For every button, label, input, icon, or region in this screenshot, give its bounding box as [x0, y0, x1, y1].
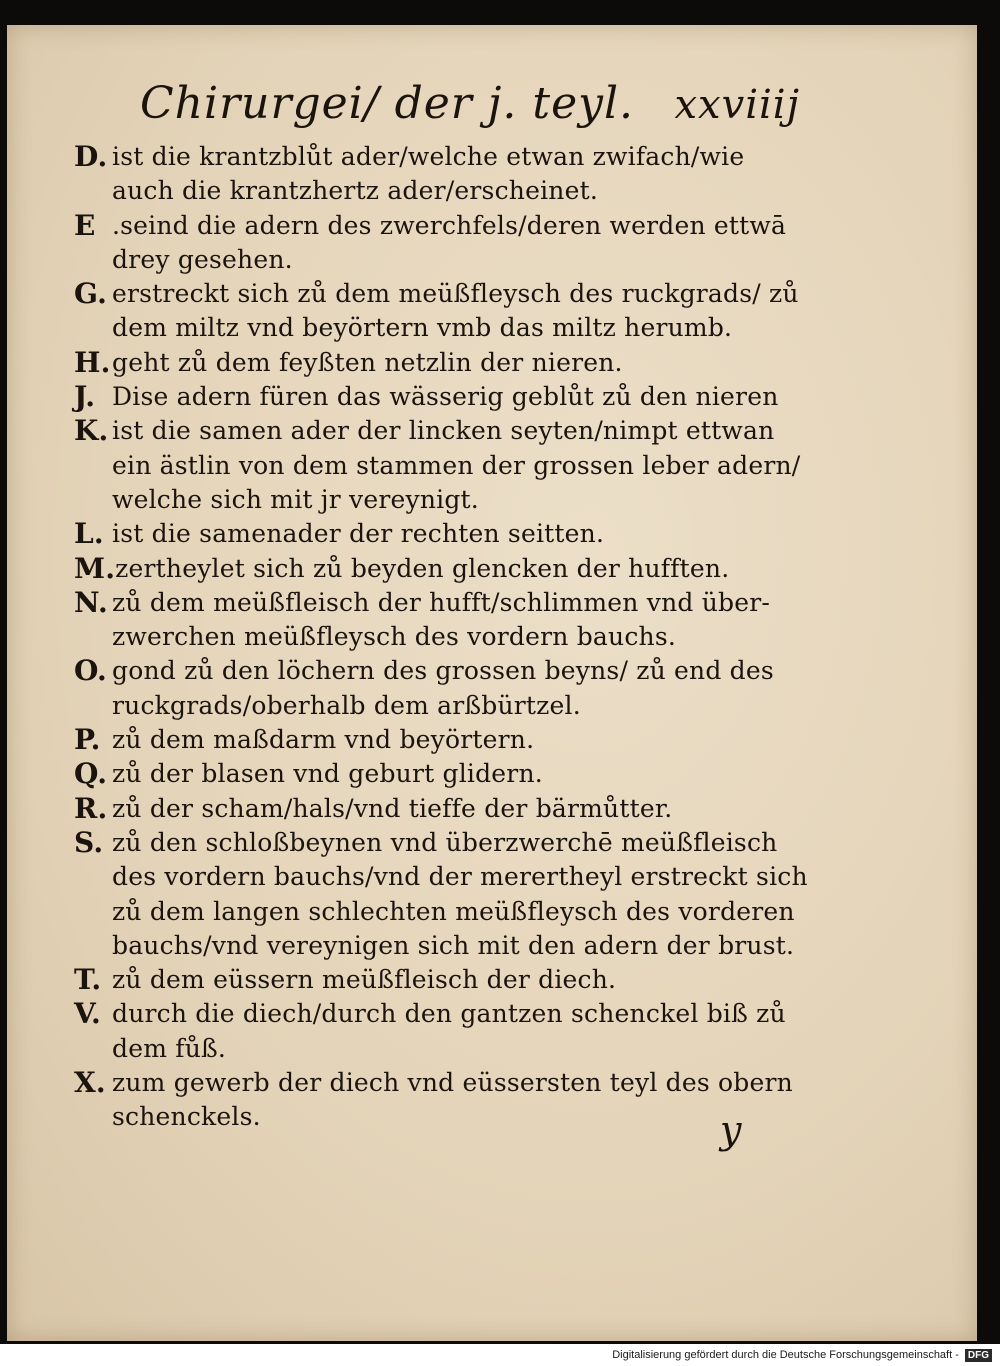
legend-entry: [74, 586, 814, 655]
entry-text: .seind die adern des zwerchfels/deren werden ettwā drey gesehen.: [112, 210, 787, 274]
entry-text: zum gewerb der diech vnd eüssersten teyl des obern schenckels.: [112, 1068, 793, 1132]
entry-text: zů dem maßdarm vnd beyörtern.: [112, 725, 535, 755]
legend-entry: [74, 414, 814, 517]
legend-entry: [74, 826, 814, 963]
entry-text: ist die samenader der rechten seitten.: [112, 519, 605, 549]
entry-text: gond zů den löchern des grossen beyns/ zů end des ruckgrads/oberhalb dem arßbürtzel.: [112, 656, 774, 720]
legend-entry: [74, 140, 814, 209]
entry-letter: V.: [74, 997, 101, 1031]
legend-entry: [74, 723, 814, 757]
entry-text: zů den schloßbeynen vnd überzwerchē meüßfleisch des vordern bauchs/vnd der merertheyl erstreckt sich zů dem langen schlechten meüßfleysch des vorderen bauchs/vnd vereynigen sich mit den adern der brust.: [112, 827, 808, 960]
entry-letter: M.: [74, 551, 116, 585]
entry-text: geht zů dem feyßten netzlin der nieren.: [112, 347, 623, 377]
entry-text: durch die diech/durch den gantzen schenckel biß zů dem fůß.: [112, 999, 786, 1063]
entry-text: Dise adern füren das wässerig geblůt zů den nieren: [112, 382, 779, 412]
folio-number: xxviiij: [674, 82, 800, 128]
entry-letter: R.: [74, 791, 108, 825]
entry-text: zů der blasen vnd geburt glidern.: [112, 759, 543, 789]
entry-text: zertheylet sich zů beyden glencken der hufften.: [115, 553, 730, 583]
legend-entry: [74, 654, 814, 723]
entry-text: zů dem eüssern meüßfleisch der diech.: [112, 965, 617, 995]
legend-entry: [74, 209, 814, 278]
legend-entry: [74, 997, 814, 1066]
running-header: [140, 78, 800, 140]
entry-letter: K.: [74, 414, 109, 448]
running-title: Chirurgei/ der j. teyl.: [140, 78, 635, 129]
legend-entry: [74, 552, 814, 586]
entry-text: erstreckt sich zů dem meüßfleysch des ruckgrads/ zů dem miltz vnd beyörtern vmb das miltz herumb.: [112, 279, 799, 343]
digitization-footer: [0, 1344, 1000, 1366]
dfg-logo: DFG: [965, 1349, 992, 1362]
catchword: y: [720, 1108, 742, 1152]
legend-entry: [74, 517, 814, 551]
legend-entries: [74, 140, 814, 1135]
legend-entry: [74, 963, 814, 997]
entry-letter: P.: [74, 723, 101, 757]
entry-letter: L.: [74, 517, 104, 551]
legend-entry: [74, 1066, 814, 1135]
entry-text: ist die samen ader der lincken seyten/nimpt ettwan ein ästlin von dem stammen der grossen leber adern/ welche sich mit jr vereynigt.: [112, 416, 801, 514]
entry-text: zů dem meüßfleisch der hufft/schlimmen vnd über- zwerchen meüßfleysch des vordern bauchs.: [112, 587, 771, 652]
entry-letter: E: [74, 208, 96, 242]
legend-entry: [74, 757, 814, 791]
legend-entry: [74, 792, 814, 826]
legend-entry: [74, 380, 814, 414]
entry-text: ist die krantzblůt ader/welche etwan zwifach/wie auch die krantzhertz ader/erscheinet.: [112, 142, 745, 206]
entry-letter: X.: [74, 1066, 106, 1100]
footer-credit: Digitalisierung gefördert durch die Deutsche Forschungsgemeinschaft -: [612, 1349, 959, 1361]
entry-letter: Q.: [74, 757, 108, 791]
legend-entry: [74, 277, 814, 346]
entry-letter: J.: [74, 380, 96, 414]
entry-letter: N.: [74, 585, 108, 619]
legend-entry: [74, 346, 814, 380]
entry-letter: D.: [74, 140, 108, 173]
entry-letter: O.: [74, 654, 107, 688]
entry-letter: T.: [74, 963, 102, 997]
entry-letter: G.: [74, 277, 108, 311]
entry-letter: S.: [74, 825, 104, 859]
entry-text: zů der scham/hals/vnd tieffe der bärmůtter.: [112, 793, 673, 823]
entry-letter: H.: [74, 345, 111, 379]
